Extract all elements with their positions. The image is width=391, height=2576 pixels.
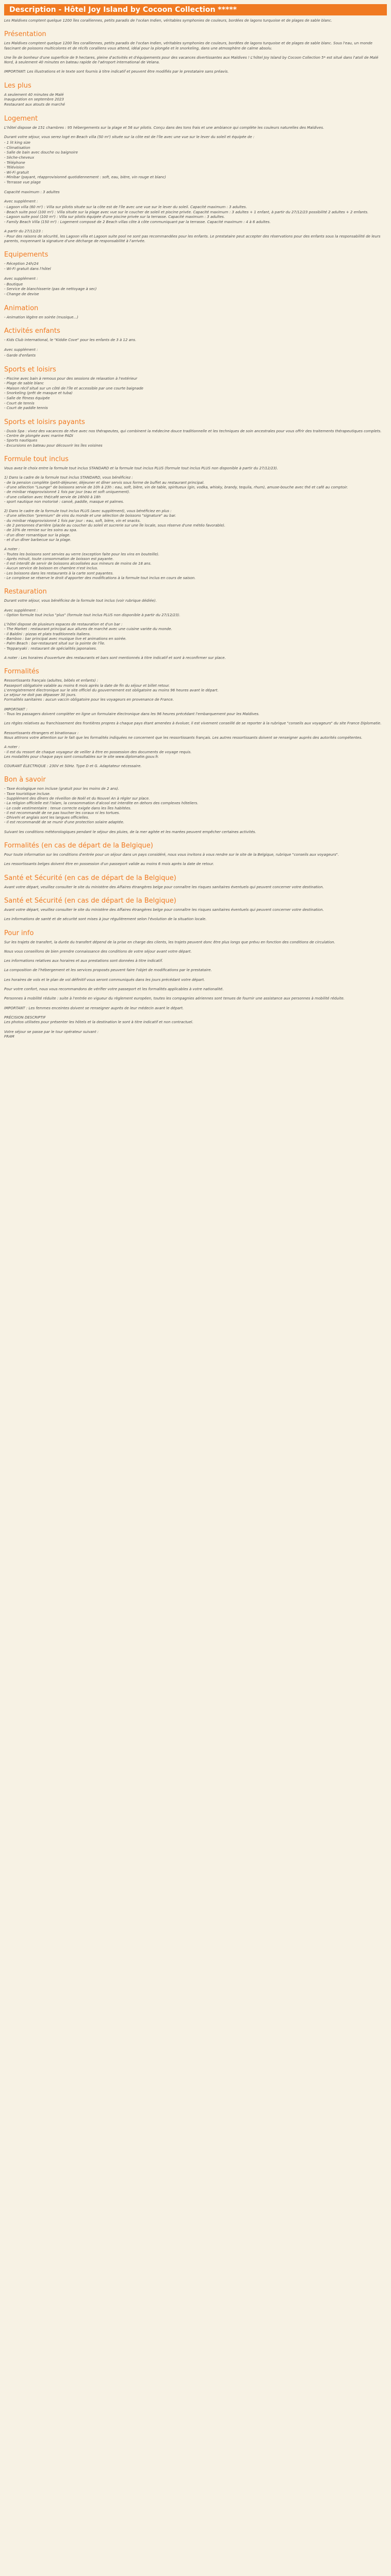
paragraph: - Aucun service de boisson en chambre n'est inclus. [4, 566, 99, 571]
paragraph: 1) Dans la cadre de la formule tout inclus STANDARD, vous bénéficiez : [4, 476, 133, 480]
section-heading: Santé et Sécurité (en cas de départ de la Belgique) [4, 896, 176, 905]
list-item: A seulement 40 minutes de Malé [4, 92, 64, 97]
hotel-description-page [0, 0, 391, 1049]
list-item: Inauguration en septembre 2023 [4, 97, 64, 102]
paragraph: Avec supplément : [4, 199, 38, 204]
list-item: - Snorkeling (prêt de masque et tuba) [4, 391, 73, 396]
section-heading: Présentation [4, 30, 46, 39]
paragraph: Les informations de santé et de sécurité sont mises à jour régulièrement selon l'évolution de la situation locale. [4, 917, 207, 922]
kids-list [4, 338, 387, 343]
paragraph: L'hôtel dispose de 151 chambres : 95 hébergements sur la plage et 56 sur pilotis. Conçu dans des tons frais et une ambiance qui complète les couleurs naturelles des Maldives. [4, 125, 324, 130]
section-heading: Restauration [4, 588, 47, 596]
supplement-list [4, 282, 387, 297]
paragraph: Le séjour ne doit pas dépasser 30 jours. [4, 693, 77, 698]
list-item: - Kids Club international, le "Kiddie Cove" pour les enfants de 3 à 12 ans. [4, 338, 137, 343]
paragraph: - Tous les passagers doivent compléter en ligne un formulaire électronique dans les 96 heures précédant l'embarquement pour les Maldives. [4, 712, 260, 717]
paragraph: Durant votre séjour, vous bénéficiez de la formule tout inclus (voir rubrique dédiée). [4, 599, 157, 603]
paragraph: IMPORTANT : Les femmes enceintes doivent se renseigner auprès de leur médecin avant le départ. [4, 1006, 184, 1010]
section-logement [4, 115, 387, 244]
intro-text: Les Maldives comptent quelque 1200 îles coralliennes, petits paradis de l'océan Indien, véritables symphonies de couleurs, bordées de lagons turquoise et de plages de sable blanc. [4, 19, 332, 23]
paragraph: 2) Dans le cadre de la formule tout inclus PLUS (avec supplément), vous bénéficiez en plus : [4, 509, 172, 514]
paragraph: Durant votre séjour, vous serez logé en Beach villa (50 m²) située sur la côte est de l'île avec une vue sur le lever du soleil et équipée de : [4, 134, 255, 139]
paragraph: - Il est recommandé de ne pas toucher les coraux ni les tortues. [4, 810, 120, 815]
section-heading: Pour info [4, 929, 34, 937]
paragraph: - d'une sélection "Lounge" de boissons servie de 10h à 23h : eau, soft, bière, vin de table, spiritueux (gin, vodka, whisky, brandy, tequila, rhum), amuse-bouche avec thé et café au comptoir. [4, 485, 348, 489]
section-sante-securite-1 [4, 874, 387, 890]
paragraph: La composition de l'hébergement et les services proposés peuvent faire l'objet de modifications par le prestataire. [4, 968, 212, 973]
list-item: - Lagoon villa (60 m²) : Villa sur pilotis située sur la côte est de l'île avec une vue sur le lever du soleil. Capacité maximum : 3 adultes. [4, 205, 247, 210]
list-item: - Piscine avec bain à remous pour des sessions de relaxation à l'extérieur [4, 376, 138, 381]
paragraph: Les ressortissants belges doivent être en possession d'un passeport valide au moins 6 mois après la date de retour. [4, 862, 214, 867]
list-item: - Salle de fitness équipée [4, 396, 50, 401]
paragraph: Les modalités pour chaque pays sont consultables sur le site www.diplomatie.gouv.fr. [4, 754, 159, 759]
list-item: - Télévision [4, 165, 25, 170]
paragraph: - d'une collation avec thé/café servie de 16h00 à 18h [4, 495, 101, 499]
paragraph: - Pour des raisons de sécurité, les Lagoon villa et Lagoon suite pool ne sont pas recommandées pour les enfants. Le prestataire peut accepter des réservations pour des enfants sous la responsabilité de leurs parents, moyennant la signature d'une décharge de responsabilité à l'arrivée. [4, 234, 381, 244]
list-item: Restaurant aux atouts de marché [4, 102, 65, 107]
section-formalites [4, 668, 387, 769]
paragraph: Les informations relatives aux horaires et aux prestations sont données à titre indicatif. [4, 959, 163, 963]
list-item: - 1 lit king size [4, 141, 30, 145]
paragraph: - Taxe touristique incluse. [4, 791, 51, 796]
paragraph: Capacité maximum : 3 adultes [4, 190, 60, 194]
paragraph: - Il Baldini : pizzas et plats traditionnels italiens. [4, 632, 91, 636]
section-heading: Formalités (en cas de départ de la Belgique) [4, 842, 153, 850]
section-animation [4, 304, 387, 320]
paragraph: Pour toute information sur les conditions d'entrée pour un séjour dans un pays considéré, nous vous invitons à vous rendre sur le site de la Belgique, rubrique "conseils aux voyageurs". [4, 853, 339, 857]
section-heading: Formalités [4, 668, 39, 676]
sports-list [4, 377, 387, 411]
list-item: - Service de blanchisserie (pas de nettoyage à sec) [4, 287, 97, 292]
paragraph: Ressortissants français (adultes, bébés et enfants) : [4, 679, 99, 683]
paragraph: - d'un dîner romantique sur la plage. [4, 533, 71, 537]
paragraph: - The Market : restaurant principal aux allures de marché avec une cuisine variée du monde. [4, 627, 172, 632]
section-heading: Equipements [4, 251, 48, 259]
section-sports-loisirs-payants [4, 418, 387, 448]
paragraph: Avec supplément : [4, 608, 38, 613]
list-item: - Wi-Fi gratuit dans l'hôtel [4, 266, 51, 271]
paragraph: - Dusis Spa : vivez des vacances de rêve avec nos thérapeutes, qui combinent la médecine douce traditionnelle et les techniques de soin ancestrales pour vous offrir des traitements thérapeutiques complets. [4, 429, 382, 433]
list-item: - Salle de bain avec douche ou baignoire [4, 150, 78, 155]
page-title: Description - Hôtel Joy Island by Cocoon Collection ***** [4, 4, 387, 15]
paragraph: - Bamboo : bar principal avec musique live et animations en soirée. [4, 637, 127, 641]
paragraph: IMPORTANT: Les illustrations et le texte sont fournis à titre indicatif et peuvent être modifiés par le prestataire sans préavis. [4, 70, 229, 74]
paragraph: - Supplément des dîners de réveillon de Noël et du Nouvel An à régler sur place. [4, 796, 150, 801]
paragraph: L'hôtel dispose de plusieurs espaces de restauration et d'un bar : [4, 622, 123, 627]
list-item: - Téléphone [4, 160, 25, 165]
paragraph: A noter : [4, 745, 20, 750]
paragraph: - et d'un dîner barbecue sur la plage. [4, 537, 72, 542]
paragraph: - Dhivehi et anglais sont les langues officielles. [4, 816, 89, 820]
paragraph: - Le complexe se réserve le droit d'apporter des modifications à la formule tout inclus en cours de saison. [4, 575, 196, 580]
paragraph: - de 10% de remise sur les soins au spa. [4, 528, 77, 533]
list-item: - Réception 24h/24 [4, 262, 39, 266]
paragraph: - Teppanyaki : restaurant de spécialités japonaises. [4, 646, 97, 651]
section-presentation [4, 30, 387, 74]
section-restauration [4, 588, 387, 660]
paragraph: Avec supplément : [4, 276, 38, 281]
supplement-list [4, 205, 387, 225]
paragraph: Votre séjour se passe par le tour opérateur suivant : [4, 1029, 99, 1034]
paragraph: A partir du 27/12/23 : [4, 229, 43, 234]
paragraph: IMPORTANT : [4, 707, 28, 711]
paragraph: Nous vous conseillons de bien prendre connaissance des conditions de votre séjour avant votre départ. [4, 949, 192, 954]
list-item: - Change de devise [4, 292, 39, 297]
section-sante-securite-2 [4, 897, 387, 922]
paragraph: Pour votre confort, nous vous recommandons de vérifier votre passeport et les formalités applicables à votre nationalité. [4, 987, 224, 992]
paragraph: Ressortissants étrangers et binationaux : [4, 731, 79, 735]
section-les-plus [4, 82, 387, 108]
section-sports-loisirs [4, 366, 387, 411]
section-equipements [4, 251, 387, 297]
section-heading: Animation [4, 304, 39, 312]
paragraph: - de 2 personnes d'arrière (placée au coucher du soleil et sucrerie sur une île locale, sous réserve d'une météo favorable). [4, 523, 226, 528]
list-item: - Sèche-cheveux [4, 155, 35, 160]
paragraph: Avant votre départ, veuillez consulter le site du ministère des Affaires étrangères belge pour connaître les risques sanitaires éventuels qui peuvent concerner votre destination. [4, 885, 324, 889]
list-item: - Family Beach Villa (150 m²) : Logement composé de 2 Beach villas côte à côte communiquant par la terrasse. Capacité maximum : 4 à 6 adultes. [4, 219, 271, 224]
equipment-list [4, 262, 387, 272]
section-heading: Logement [4, 114, 38, 123]
section-pour-info [4, 929, 387, 1040]
paragraph: Avec supplément : [4, 347, 38, 352]
section-heading: Les plus [4, 81, 31, 90]
paragraph: Suivant les conditions météorologiques pendant le séjour des pluies, de la mer agitée et les marées peuvent empêcher certaines activités. [4, 829, 256, 834]
section-heading: Activités enfants [4, 327, 60, 335]
section-formule-tout-inclus [4, 455, 387, 581]
paragraph: Passeport obligatoire valable au moins 6 mois après la date de fin du séjour et billet retour. [4, 683, 170, 688]
paragraph: Sur les trajets de transfert, la durée du transfert dépend de la prise en charge des clients, les trajets peuvent donc être plus longs que prévu en fonction des conditions de circulation. [4, 940, 335, 944]
tour-operator: FRAM [4, 1034, 14, 1039]
paragraph: Avant votre départ, veuillez consulter le site du ministère des Affaires étrangères belge pour connaître les risques sanitaires éventuels qui peuvent concerner votre destination. [4, 907, 324, 912]
list-item: - Terrasse vue plage [4, 180, 41, 184]
paragraph: COURANT ÉLECTRIQUE : 230V et 50Hz. Type D et G. Adaptateur nécessaire. [4, 764, 142, 769]
list-item: - Court de tennis [4, 401, 35, 405]
paragraph: - de minibar réapprovisionné 1 fois par jour (eau et soft uniquement). [4, 490, 131, 495]
room-equipment-list [4, 141, 387, 185]
paragraph: A noter : [4, 547, 20, 552]
paragraph: - Excursions en bateau pour découvrir les îles voisines [4, 443, 103, 448]
paragraph: Personnes à mobilité réduite : suite à l'entrée en vigueur du règlement européen, toutes les compagnies aériennes sont tenues de fournir une assistance aux personnes à mobilité réduite. [4, 996, 345, 1001]
section-formalites-belgique [4, 842, 387, 867]
paragraph: A noter : Les horaires d'ouverture des restaurants et bars sont mentionnés à titre indicatif et sont à reconfirmer sur place. [4, 655, 226, 660]
list-item: - Garde d'enfants [4, 353, 36, 358]
section-heading: Santé et Sécurité (en cas de départ de la Belgique) [4, 874, 176, 882]
paragraph: - Palm Beach : bar-restaurant situé sur la pointe de l'île. [4, 641, 105, 646]
paragraph: - Il est du ressort de chaque voyageur de veiller à être en possession des documents de voyage requis. [4, 750, 192, 754]
paragraph: - Le code vestimentaire : tenue correcte exigée dans les îles habitées. [4, 806, 132, 810]
list-item: - Maison récif situé sur un côté de l'île et accessible par une courte baignade [4, 386, 143, 391]
section-heading: Sports et loisirs payants [4, 418, 85, 426]
paragraph: - Taxe écologique non incluse (gratuit pour les moins de 2 ans). [4, 787, 120, 791]
list-item: - Lagoon suite pool (100 m²) : Villa sur pilotis équipée d'une piscine privée sur la terrasse. Capacité maximum : 3 adultes. [4, 215, 225, 219]
paragraph: - Après minuit, toute consommation de boisson est payante. [4, 556, 114, 561]
paragraph: Nous attirons votre attention sur le fait que les formalités indiquées ne concernent que les ressortissants français. Les autres ressortissants doivent se renseigner auprès des autorités compétentes. [4, 735, 363, 740]
paragraph: Une île de bonheur d'une superficie de 9 hectares, pleine d'activités et d'équipements pour des vacances divertissantes aux Maldives ! L'hôtel Joy Island by Cocoon Collection 5* est situé dans l'atoll de Malé Nord, à seulement 40 minutes en bateau rapide de l'aéroport international de Velana. [4, 55, 379, 65]
paragraph: Les photos utilisées pour présenter les hôtels et la destination le sont à titre indicatif et non contractuel. [4, 1020, 193, 1025]
section-bon-a-savoir [4, 776, 387, 835]
paragraph: - Sports nautiques [4, 438, 38, 443]
section-heading: Sports et loisirs [4, 365, 56, 374]
section-activites-enfants [4, 327, 387, 358]
list-item: - Court de paddle tennis [4, 406, 48, 411]
supplement-list [4, 353, 387, 359]
paragraph: - Toutes les boissons sont servies au verre (exception faite pour les vins en bouteille). [4, 552, 160, 556]
list-item: - Animation légère en soirée (musique...) [4, 315, 78, 319]
paragraph: L'enregistrement électronique sur le site officiel du gouvernement est obligatoire au moins 96 heures avant le départ. [4, 688, 219, 692]
paragraph: Les horaires de vols et le plan de vol définitif vous seront communiqués dans les jours précédant votre départ. [4, 977, 205, 982]
list-item: - Wi-Fi gratuit [4, 170, 29, 175]
section-heading: Formule tout inclus [4, 455, 69, 464]
paragraph: - Il est recommandé de se munir d'une protection solaire adaptée. [4, 820, 124, 825]
paragraph: - Il est interdit de servir de boissons alcoolisées aux mineurs de moins de 18 ans. [4, 562, 152, 566]
section-heading: Bon à savoir [4, 776, 46, 784]
paragraph: Les règles relatives au franchissement des frontières propres à chaque pays étant amenées à évoluer, il est vivement conseillé de se reporter à la rubrique "conseils aux voyageurs" du site France Diplomatie. [4, 721, 382, 726]
animation-list [4, 315, 387, 320]
paragraph: - Les boissons dans les restaurants à la carte sont payantes. [4, 571, 114, 575]
paragraph: PRÉCISION DESCRIPTIF [4, 1015, 46, 1020]
paragraph: Formalités sanitaires : aucun vaccin obligatoire pour les voyageurs en provenance de France. [4, 698, 174, 702]
paragraph: - La religion officielle est l'islam, la consommation d'alcool est interdite en dehors des complexes hôteliers. [4, 801, 199, 806]
paragraph: - du minibar réapprovisionné 1 fois par jour : eau, soft, bière, vin et snacks. [4, 518, 141, 523]
paragraph: - Option formule tout inclus "plus" (formule tout inclus PLUS non disponible à partir du 27/12/23). [4, 613, 181, 617]
highlights-list [4, 93, 387, 108]
paragraph: - d'une sélection "premium" de vins du monde et une sélection de boissons "signature" au bar. [4, 514, 176, 518]
paragraph: - de la pension complète (petit-déjeuner, déjeuner et dîner servis sous forme de buffet au restaurant principal. [4, 480, 205, 485]
list-item: - Plage de sable blanc [4, 381, 44, 386]
paragraph: Vous avez le choix entre la formule tout inclus STANDARD et la formule tout inclus PLUS (formule tout inclus PLUS non disponible à partir du 27/12/23). [4, 466, 279, 471]
list-item: - Boutique [4, 282, 23, 286]
paragraph: Les Maldives comptent quelque 1200 îles coralliennes, petits paradis de l'océan Indien, véritables symphonies de couleurs, bordées de lagons turquoise et de plages de sable blanc. Sous l'eau, un monde fascinant de poissons multicolores et de récifs coralliens vous attend, idéal pour la plongée et le snorkeling, dans une atmosphère de calme absolu. [4, 41, 372, 50]
paragraph: - sport nautique non motorisé : canoë, paddle, masque et palmes. [4, 499, 124, 504]
list-item: - Minibar (payant, réapprovisionné quotidiennement : soft, eau, bière, vin rouge et blanc) [4, 175, 166, 180]
list-item: - Climatisation [4, 145, 30, 150]
list-item: - Beach suite pool (100 m²) : Villa située sur la plage avec vue sur le coucher de soleil et piscine privée. Capacité maximum : 3 adultes + 1 enfant, à partir du 27/12/23 possibilité 2 adultes + 2 enfants. [4, 210, 369, 214]
paragraph: - Centre de plongée avec marine PADI [4, 434, 73, 438]
